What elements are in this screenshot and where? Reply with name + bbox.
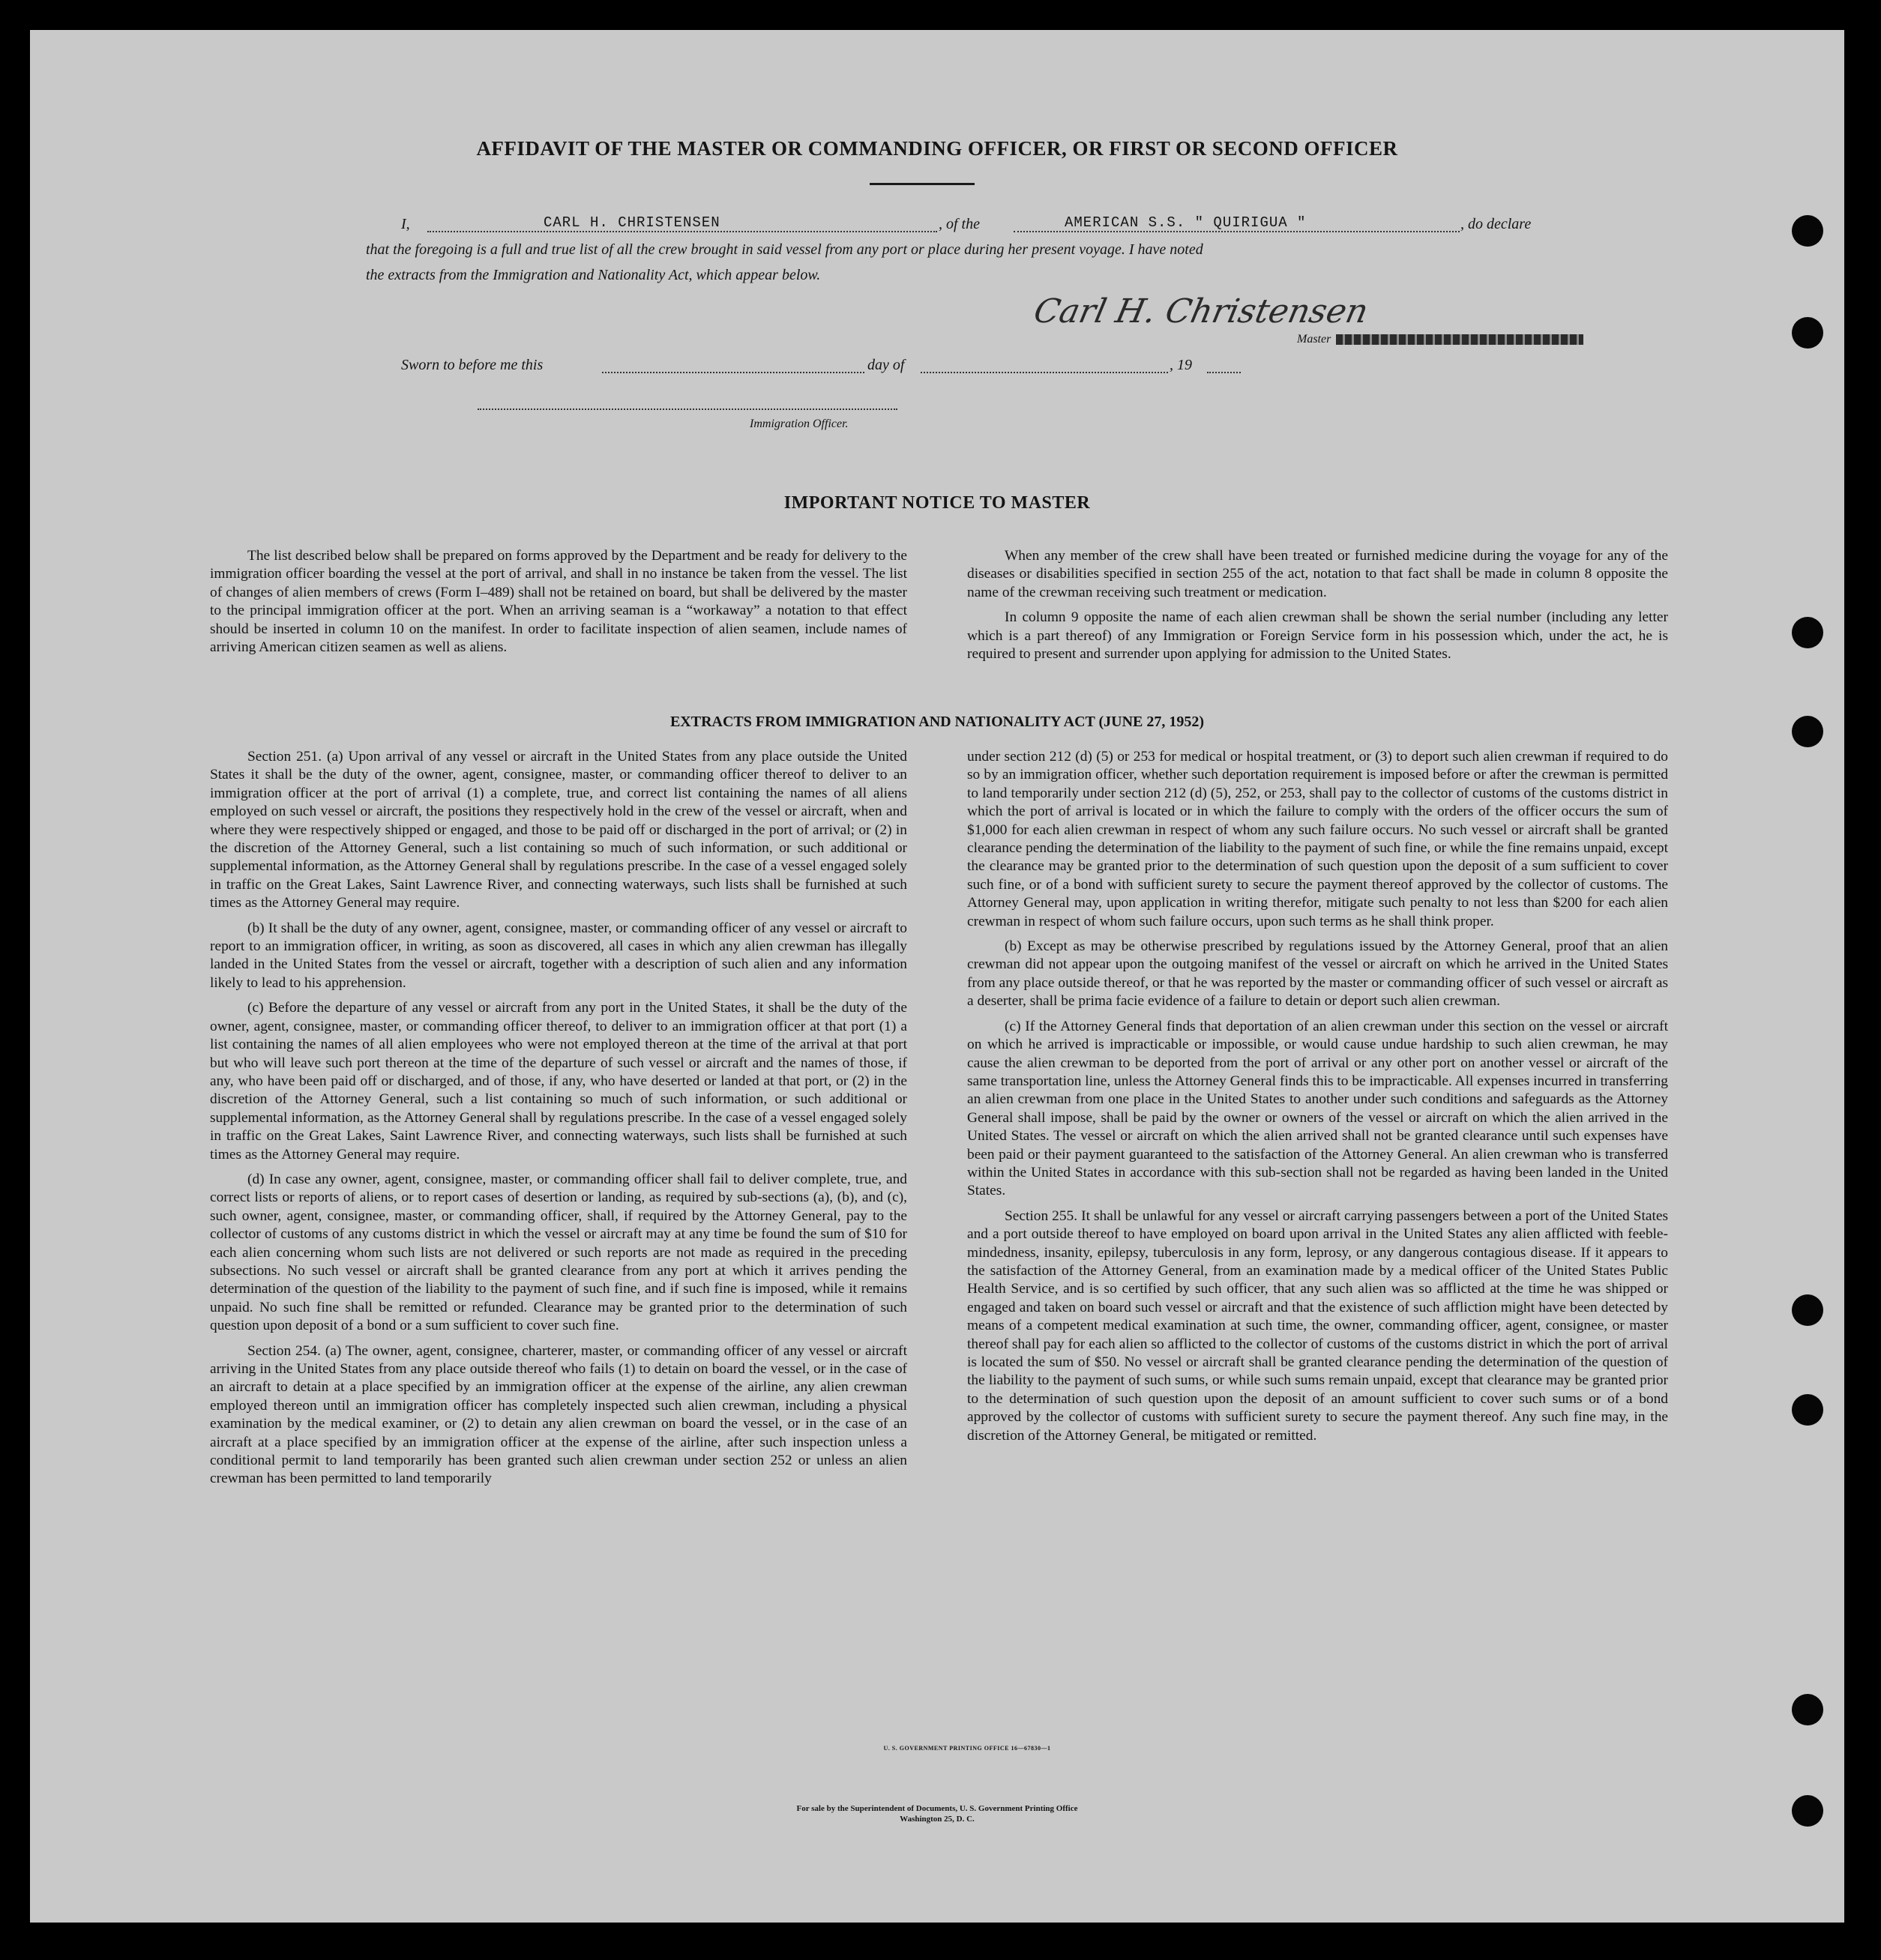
sale-line-2: Washington 25, D. C. (900, 1815, 975, 1824)
extract-paragraph: Section 254. (a) The owner, agent, consignee, charterer, master, or commanding officer of any vessel or aircraft arriving in the United States from any place outside thereof who fails (1) to detain on board the vessel, or in the case of an aircraft to detain at a place specified by an immigration officer at the expense of the airline, any alien crewman employed thereon until an immigration officer has completely inspected such alien crewman, including a physical examination by the medical examiner, or (2) to detain any alien crewman on board the vessel, or in the case of an aircraft at a place specified by an immigration officer at the expense of the airline, after such inspection unless a conditional permit to land temporarily has been granted such alien crewman under section 252 or unless an alien crewman has been permitted to land temporarily (210, 1342, 907, 1487)
punch-hole (1792, 317, 1823, 349)
sale-line-1: For sale by the Superintendent of Documents, U. S. Government Printing Office (796, 1804, 1078, 1813)
affidavit-line-3: the extracts from the Immigration and Nationality Act, which appear below. (366, 267, 821, 283)
extract-paragraph: Section 251. (a) Upon arrival of any vessel or aircraft in the United States from any place outside the United States it shall be the duty of the owner, agent, consignee, master, or commanding officer thereof to deliver to an immigration officer at the port of arrival (1) a complete, true, and correct list containing the names of all aliens employed on such vessel or aircraft, the positions they respectively hold in the crew of the vessel or aircraft, when and where they were respectively shipped or engaged, and those to be paid off or discharged in the port of arrival; or (2) in the discretion of the Attorney General, such a list containing so much of such information, or such additional or supplemental information, as the Attorney General shall by regulations prescribe. In the case of a vessel engaged solely in traffic on the Great Lakes, Saint Lawrence River, and connecting waterways, such lists shall be furnished at such times as the Attorney General may require. (210, 749, 907, 911)
master-signature: Carl H. Christensen (1030, 292, 1372, 331)
affidavit-title: AFFIDAVIT OF THE MASTER OR COMMANDING OFFICER, OR FIRST OR SECOND OFFICER (476, 137, 1398, 160)
notice-paragraph: When any member of the crew shall have been treated or furnished medicine during the voyage for any of the diseases or disabilities specified in section 255 of the act, notation to that fact shall be made in column 8 opposite the name of the crewman receiving such treatment or medication. (967, 548, 1668, 600)
notice-title: IMPORTANT NOTICE TO MASTER (783, 493, 1091, 513)
extract-paragraph: (c) Before the departure of any vessel or aircraft from any port in the United States, it shall be the duty of the owner, agent, consignee, master, or commanding officer thereof, to deliver to an immigration officer at that port (1) a list containing the names of all alien employees who were not employed thereon at the time of the arrival at that port but who will leave such port thereon at the time of the departure of such vessel or aircraft and the names of those, if any, who have been paid off or discharged, and of those, if any, who have deserted or landed at that port, or (2) in the discretion of the Attorney General, such a list containing so much of such information, or such additional or supplemental information, as the Attorney General shall by regulations prescribe. In the case of a vessel engaged solely in traffic on the Great Lakes, Saint Lawrence River, and connecting waterways, such lists shall be furnished at such times as the Attorney General may require. (210, 1000, 907, 1163)
affidavit-i: I, (401, 216, 410, 232)
year-label: , 19 (1170, 357, 1192, 373)
signature-role: Master (1297, 333, 1331, 346)
year-dotted-line (1207, 372, 1241, 373)
extract-paragraph: (b) It shall be the duty of any owner, agent, consignee, master, or commanding officer of any vessel or aircraft to report to an immigration officer, in writing, as soon as discovered, all cases in which any alien crewman has illegally landed in the United States from the vessel or aircraft, together with a description of such alien and any information likely to lead to his apprehension. (210, 920, 907, 991)
extracts-left-column (210, 748, 907, 1495)
punch-hole (1792, 617, 1823, 648)
punch-hole (1792, 1694, 1823, 1725)
struck-out-titles (1336, 334, 1583, 345)
of-the-label: , of the (939, 216, 980, 232)
officer-dotted-line (478, 408, 897, 410)
extract-paragraph: Section 255. It shall be unlawful for any vessel or aircraft carrying passengers between a port of the United States and a port outside thereof to have employed on board upon arrival in the United States any alien afflicted with feeble-mindedness, insanity, epilepsy, tuberculosis in any form, leprosy, or any dangerous contagious disease. If it appears to the satisfaction of the Attorney General, from an examination made by a medical officer of the United States Public Health Service, and is so certified by such officer, that any such alien was so afflicted at the time he was shipped or engaged and taken on board such vessel or aircraft and that the existence of such affliction might have been detected by means of a competent medical examination at such time, the owner, commanding officer, agent, consignee, or master thereof shall pay for each alien so afflicted to the collector of customs of the customs district in which the port of arrival is located the sum of $50. No vessel or aircraft shall be granted clearance pending the determination of the question of the liability to the payment of such sums, or while such sums remain unpaid, except that clearance may be granted prior to the determination of such question upon the deposit of an amount sufficient to cover such sums or of a bond approved by the collector of customs with sufficient surety to secure the payment thereof. Any such fine may, in the discretion of the Attorney General, be mitigated or remitted. (967, 1207, 1668, 1444)
name-dotted-line (427, 231, 937, 232)
extracts-title: EXTRACTS FROM IMMIGRATION AND NATIONALITY ACT (JUNE 27, 1952) (669, 714, 1205, 730)
affidavit-line-2: that the foregoing is a full and true list of all the crew brought in said vessel from any port or place during her present voyage. I have noted (366, 241, 1203, 258)
title-rule (870, 183, 975, 185)
master-name: CARL H. CHRISTENSEN (544, 214, 720, 231)
notice-paragraph: The list described below shall be prepared on forms approved by the Department and be ready for delivery to the immigration officer boarding the vessel at the port of arrival, and shall in no instance be taken from the vessel. The list of changes of alien members of crews (Form I–489) shall not be retained on board, but shall be delivered by the master to the principal immigration officer at the port. When an arriving seaman is a “workaway” a notation to that effect should be inserted in column 10 on the manifest. In order to facilitate inspection of alien seamen, include names of arriving American citizen seamen as well as aliens. (210, 548, 907, 656)
document-page (30, 30, 1844, 1923)
notice-right-column (967, 547, 1668, 670)
sworn-dotted-line (602, 372, 864, 373)
punch-hole (1792, 1294, 1823, 1326)
extract-paragraph: (b) Except as may be otherwise prescribed by regulations issued by the Attorney General, proof that an alien crewman did not appear upon the outgoing manifest of the vessel or aircraft on which he arrived in the United States from any place outside thereof, or that he was reported by the master or commanding officer of such vessel or aircraft as a deserter, shall be prima facie evidence of a failure to detain or deport such alien crewman. (967, 938, 1668, 1010)
day-of-label: day of (867, 357, 905, 373)
do-declare-label: , do declare (1460, 216, 1532, 232)
printer-line: U. S. GOVERNMENT PRINTING OFFICE 16—67830—1 (883, 1745, 1051, 1752)
punch-hole (1792, 1394, 1823, 1426)
month-dotted-line (921, 372, 1168, 373)
extract-paragraph: (c) If the Attorney General finds that deportation of an alien crewman under this section on the vessel or aircraft on which he arrived is impracticable or impossible, or would cause undue hardship to such alien crewman, he may cause the alien crewman to be deported from the port of arrival or any other port on another vessel or aircraft of the same transportation line, unless the Attorney General finds this to be impracticable. All expenses incurred in transferring an alien crewman from one place in the United States to another under such conditions and safeguards as the Attorney General shall impose, shall be paid by the owner or owners of the vessel or aircraft on which the alien arrived in the United States. The vessel or aircraft on which the alien arrived shall not be granted clearance until such expenses have been paid or their payment guaranteed to the satisfaction of the Attorney General. An alien crewman who is transferred within the United States in accordance with this sub-section shall not be regarded as having been landed in the United States. (967, 1018, 1668, 1199)
notice-paragraph: In column 9 opposite the name of each alien crewman shall be shown the serial number (including any letter which is a part thereof) of any Immigration or Foreign Service form in his possession which, under the act, he is required to present and surrender upon applying for admission to the United States. (967, 609, 1668, 663)
extract-paragraph: under section 212 (d) (5) or 253 for medical or hospital treatment, or (3) to deport such alien crewman if required to do so by an immigration officer, whether such deportation requirement is imposed before or after the crewman is permitted to land temporarily under section 212 (d) (5), 252, or 253, shall pay to the collector of customs of the customs district in which the port of arrival is located or in which the failure to comply with the orders of the officer occurs the sum of $1,000 for each alien crewman in respect of whom any such failure occurs. No such vessel or aircraft shall be granted clearance pending the determination of the liability to the payment of such fine, or while the fine remains unpaid, except the clearance may be granted prior to the determination of such question upon the deposit of a sum sufficient to cover such fine, or of a bond with sufficient surety to secure the payment thereof approved by the collector of customs. The Attorney General may, upon application in writing therefor, mitigate such penalty to not less than $200 for each alien crewman in respect of whom such failure occurs, upon such terms as he shall think proper. (967, 749, 1668, 929)
notice-left-column (210, 547, 907, 663)
extract-paragraph: (d) In case any owner, agent, consignee, master, or commanding officer shall fail to deliver complete, true, and correct lists or reports of aliens, or to report cases of desertion or landing, as required by sub-sections (a), (b), and (c), such owner, agent, consignee, master, or commanding officer, shall, if required by the Attorney General, pay to the collector of customs of any customs district in which the vessel or aircraft may at any time be found the sum of $10 for each alien concerning whom such lists are not delivered or such reports are not made as required in the preceding subsections. No such vessel or aircraft shall be granted clearance from any port at which it arrives pending the determination of the question of the liability to the payment of such fine, and if such fine is imposed, while it remains unpaid. No such fine shall be remitted or refunded. Clearance may be granted prior to the determination of such question upon deposit of a bond or a sum sufficient to cover such fine. (210, 1171, 907, 1334)
vessel-name: AMERICAN S.S. " QUIRIGUA " (1065, 214, 1307, 231)
sworn-label: Sworn to before me this (401, 357, 544, 373)
punch-hole (1792, 215, 1823, 247)
punch-hole (1792, 1795, 1823, 1827)
vessel-dotted-line (1014, 231, 1460, 232)
extracts-right-column (967, 748, 1668, 1452)
officer-label: Immigration Officer. (750, 417, 849, 430)
